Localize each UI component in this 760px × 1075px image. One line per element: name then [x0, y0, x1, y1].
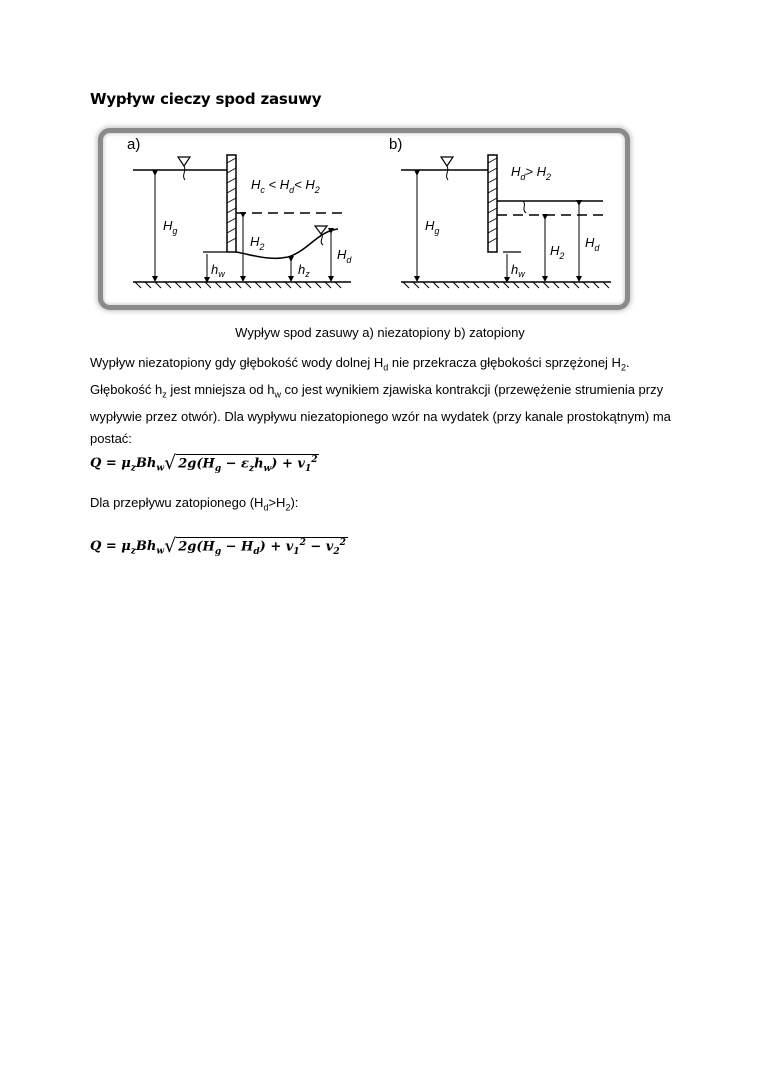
submerged-flow-intro: Dla przepływu zatopionego $(H_d>H_2)$:: [90, 495, 299, 513]
panel-b-condition: $H_d> H_2$: [511, 164, 552, 182]
panel-a-gate: [227, 155, 236, 252]
panel-b-H2-label: $H_2$: [550, 243, 565, 261]
panel-a-Hg-label: $H_g$: [163, 218, 178, 236]
panel-b-Hd-label: $H_d$: [585, 235, 600, 253]
panel-a-H2-label: $H_2$: [250, 234, 265, 252]
panel-b-water-level-symbol: [441, 157, 453, 166]
panel-a-Hd-label: $H_d$: [337, 247, 352, 265]
panel-a-water-level-symbol: [178, 157, 190, 166]
panel-b-level-tick: [523, 201, 526, 213]
gate-outflow-figure: [98, 128, 630, 310]
panel-a-hz-label: $h_z$: [298, 262, 310, 279]
panel-a-level-tick: [184, 166, 185, 180]
formula-free-outflow: $Q = \mu_zBh_w√$ $2g(H_g - \varepsilon_zh_w) + v_1^2$: [90, 452, 318, 474]
panel-a-hw-label: $h_w$: [211, 262, 225, 279]
formula-submerged-outflow: $Q = \mu_zBh_w√$ $2g(H_g - H_d) + v_1^2 - v_2^2$: [90, 535, 346, 557]
panel-a-label: a): [127, 136, 141, 153]
gate-diagram-svg: [103, 133, 625, 305]
figure-caption: Wypływ spod zasuwy a) niezatopiony b) zatopiony: [235, 325, 525, 340]
page-title: Wypływ cieczy spod zasuwy: [90, 90, 322, 108]
panel-a-condition: $H_c < H_d< H_2$: [251, 177, 320, 195]
panel-b-gate: [488, 155, 497, 252]
panel-b-hw-label: $h_w$: [511, 262, 525, 279]
description-paragraph: Wypływ niezatopiony gdy głębokość wody dolnej $H_d$ nie przekracza głębokości sprzężonej $H_2$. Głębokość $h_z$ jest mniejsza od $h_w$ co jest wynikiem zjawiska kontrakcji (przewężenie strumienia przy wypływie przez otwór). Dla wypływu niezatopionego wzór na wydatek (przy kanale prostokątnym) ma postać:: [90, 355, 671, 446]
panel-b-label: b): [389, 136, 403, 153]
panel-b-Hg-label: $H_g$: [425, 218, 440, 236]
